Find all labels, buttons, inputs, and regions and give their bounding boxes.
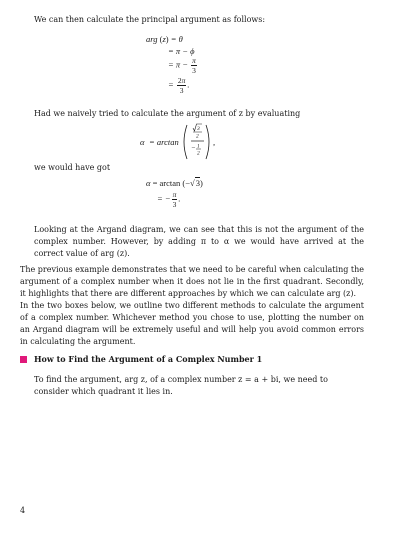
- svg-text:α: α: [140, 137, 145, 147]
- svg-text:1: 1: [197, 143, 200, 150]
- equation-line-1: arg (z) = θ: [146, 34, 183, 44]
- svg-text:2: 2: [196, 133, 199, 140]
- svg-text:−: −: [191, 144, 196, 152]
- intro-paragraph: We can then calculate the principal argument as follows:: [34, 15, 266, 24]
- alpha-line-1: α = arctan (−√3): [146, 178, 203, 188]
- svg-text:= arctan: = arctan: [149, 137, 179, 147]
- argand-paragraph: Looking at the Argand diagram, we can see that this is not the argument of the complex number. However, by adding π to α we would have arrived at the correct value of arg (z).: [34, 225, 364, 258]
- two-boxes-paragraph: In the two boxes below, we outline two different methods to calculate the argument of a complex number. Whichever method you chose to use, plotting the number on an Argand diagram will be extremely useful and will help you avoid common errors in calculating the argument.: [20, 301, 364, 346]
- equation-line-3: = π − $\frac{\pi}{3}$: [168, 56, 196, 75]
- result-intro-paragraph: we would have got: [34, 163, 111, 172]
- equation-line-4: = $\frac{2\pi}{3}$ .: [168, 76, 190, 95]
- svg-text:3: 3: [197, 126, 200, 132]
- how-to-paragraph: To find the argument, arg z, of a complex number z = a + bi, we need to consider which quadrant it lies in.: [34, 375, 328, 396]
- naive-paragraph: Had we naively tried to calculate the argument of z by evaluating: [34, 109, 301, 118]
- equation-line-2: = π − ϕ: [168, 46, 195, 56]
- section-heading: How to Find the Argument of a Complex Number 1: [34, 354, 263, 364]
- section-marker: [20, 356, 27, 363]
- svg-text:2: 2: [197, 150, 200, 157]
- arctan-equation: [140, 122, 230, 164]
- previous-example-paragraph: The previous example demonstrates that we need to be careful when calculating the argument of a complex number when it does not lie in the first quadrant. Secondly, it highlights that there are different approaches by which we can calculate arg (z).: [20, 265, 364, 298]
- page-number: 4: [20, 506, 26, 515]
- arctan-fraction-graphic: [140, 122, 230, 162]
- alpha-line-2: = − $\frac{\pi}{3}$ .: [157, 190, 181, 209]
- svg-text:,: ,: [213, 137, 216, 147]
